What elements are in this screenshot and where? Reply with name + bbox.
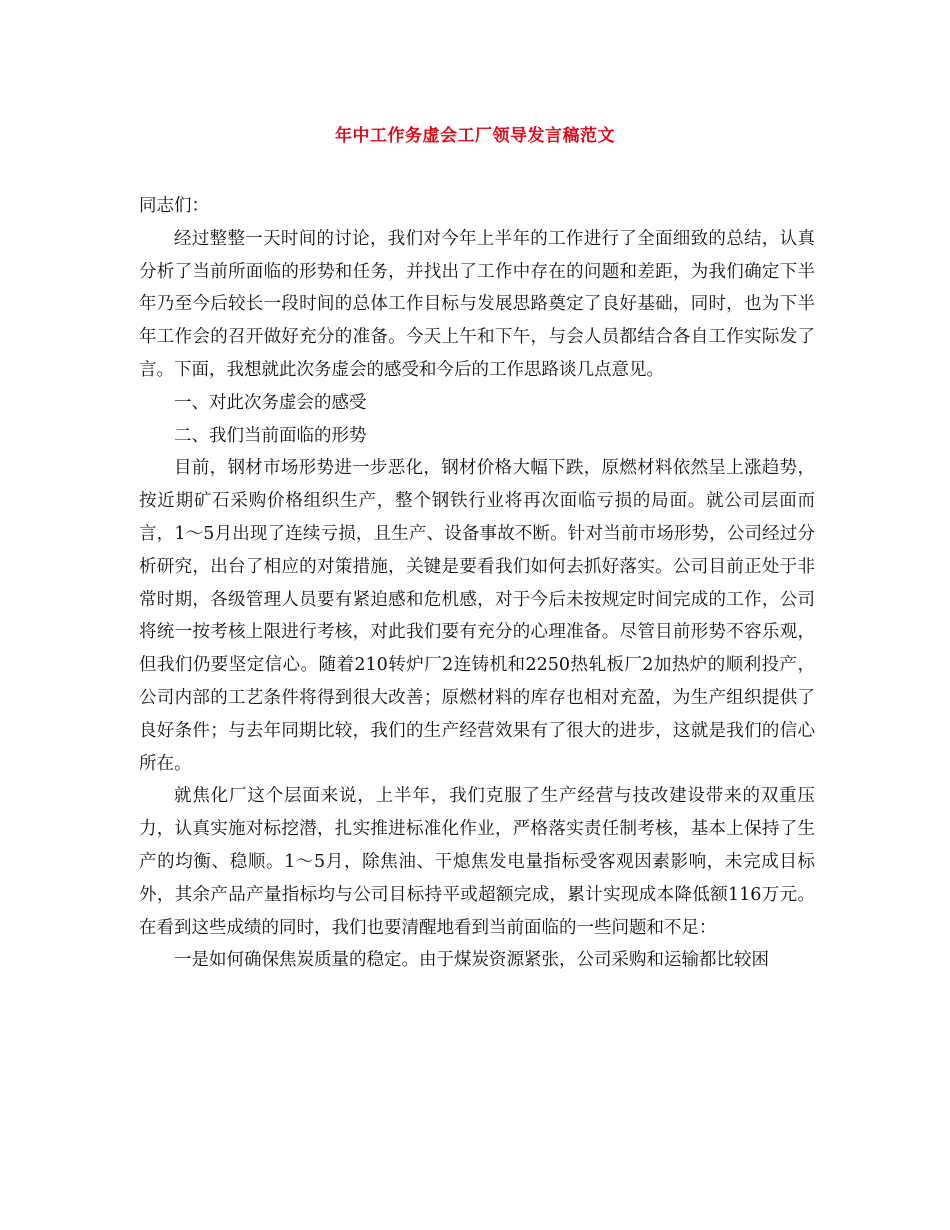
issue-one-paragraph: 一是如何确保焦炭质量的稳定。由于煤炭资源紧张，公司采购和运输都比较困	[174, 950, 769, 971]
document-body	[139, 190, 815, 977]
intro-paragraph: 经过整整一天时间的讨论，我们对今年上半年的工作进行了全面细致的总结，认真分析了当前所面临的形势和任务，并找出了工作中存在的问题和差距，为我们确定下半年乃至今后较长一段时间的总体工作目标与发展思路奠定了良好基础，同时，也为下半年工作会的召开做好充分的准备。今天上午和下午，与会人员都结合各自工作实际发了言。下面，我想就此次务虚会的感受和今后的工作思路谈几点意见。	[139, 228, 815, 380]
section-heading-2: 二、我们当前面临的形势	[174, 425, 367, 446]
salutation-paragraph: 同志们：	[139, 196, 209, 216]
section-heading-1: 一、对此次务虚会的感受	[174, 392, 367, 413]
market-situation-paragraph: 目前，钢材市场形势进一步恶化，钢材价格大幅下跌，原燃材料依然呈上涨趋势，按近期矿石采购价格组织生产，整个钢铁行业将再次面临亏损的局面。就公司层面而言，1～5月出现了连续亏损，且生产、设备事故不断。针对当前市场形势，公司经过分析研究，出台了相应的对策措施，关键是要看我们如何去抓好落实。公司目前正处于非常时期，各级管理人员要有紧迫感和危机感，对于今后未按规定时间完成的工作，公司将统一按考核上限进行考核，对此我们要有充分的心理准备。尽管目前形势不容乐观，但我们仍要坚定信心。随着210转炉厂2连铸机和2250热轧板厂2加热炉的顺利投产，公司内部的工艺条件将得到很大改善；原燃材料的库存也相对充盈，为生产组织提供了良好条件；与去年同期比较，我们的生产经营效果有了很大的进步，这就是我们的信心所在。	[139, 458, 815, 774]
coking-plant-paragraph: 就焦化厂这个层面来说，上半年，我们克服了生产经营与技改建设带来的双重压力，认真实施对标挖潜，扎实推进标准化作业，严格落实责任制考核，基本上保持了生产的均衡、稳顺。1～5月，除焦油、干熄焦发电量指标受客观因素影响，未完成目标外，其余产品产量指标均与公司目标持平或超额完成，累计实现成本降低额116万元。在看到这些成绩的同时，我们也要清醒地看到当前面临的一些问题和不足：	[139, 786, 815, 938]
document-title: 年中工作务虚会工厂领导发言稿范文	[335, 126, 615, 146]
